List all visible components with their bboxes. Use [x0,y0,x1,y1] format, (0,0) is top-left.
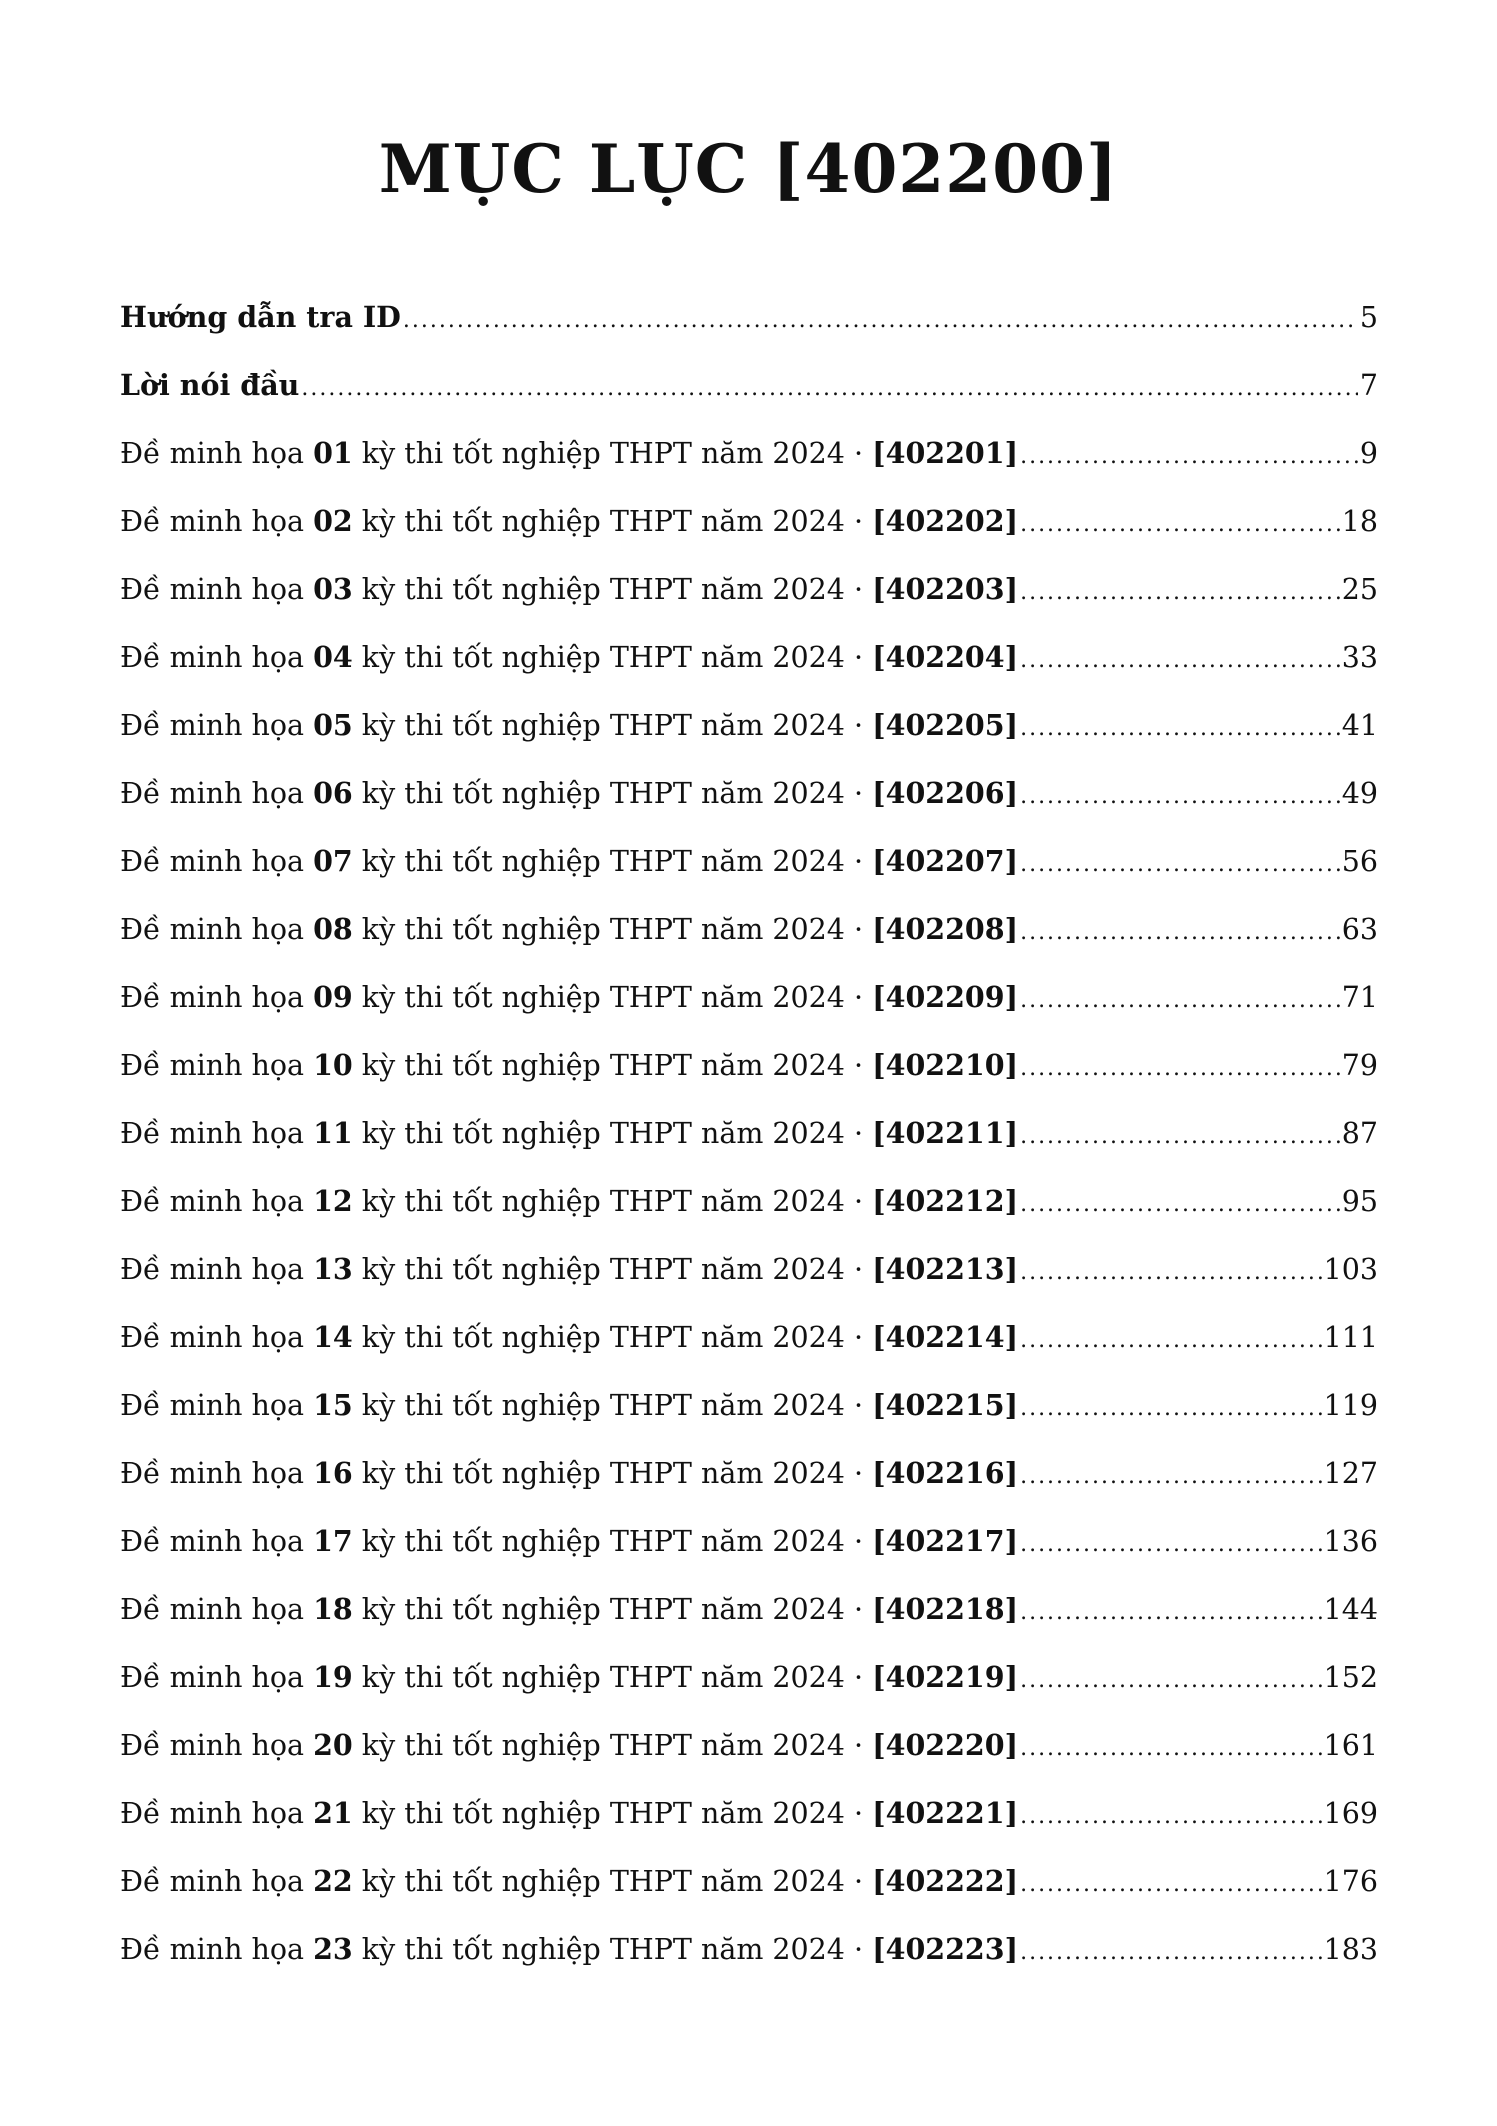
toc-entry-label [120,640,1018,674]
toc-entry-suffix: kỳ thi tốt nghiệp THPT năm 2024 · [352,505,873,538]
toc-entry-page-number: 183 [1323,1933,1378,1966]
toc-entry-label [120,572,1018,606]
toc-entry-bold-text: 13 [313,1252,353,1286]
toc-entry-page-number: 33 [1341,641,1378,674]
toc-entry-suffix: kỳ thi tốt nghiệp THPT năm 2024 · [352,1389,873,1422]
toc-entry-page-number: 152 [1323,1661,1378,1694]
dot-leader [1020,577,1340,605]
dot-leader [1020,1393,1322,1421]
toc-entry-label [120,368,299,402]
toc-entry-prefix: Đề minh họa [120,709,314,742]
toc-entry-bold-text: 20 [313,1728,353,1762]
toc-entry-code: [402220] [872,1728,1019,1762]
toc-entry-page-number: 63 [1341,913,1378,946]
dot-leader [1020,441,1358,469]
toc-entry-prefix: Đề minh họa [120,1797,314,1830]
toc-entry-bold-text: 05 [313,708,353,742]
toc-entry[interactable] [120,1184,1378,1252]
toc-entry-prefix: Đề minh họa [120,1321,314,1354]
toc-entry-prefix: Đề minh họa [120,1457,314,1490]
toc-entry-page-number: 127 [1323,1457,1378,1490]
toc-entry[interactable] [120,504,1378,572]
toc-entry-label [120,1932,1018,1966]
toc-entry-label [120,980,1018,1014]
toc-entry-page-number: 111 [1323,1321,1378,1354]
toc-entry-suffix: kỳ thi tốt nghiệp THPT năm 2024 · [352,1525,873,1558]
toc-entry-suffix: kỳ thi tốt nghiệp THPT năm 2024 · [352,1933,873,1966]
toc-entry-page-number: 25 [1341,573,1378,606]
toc-entry-code: [402211] [872,1116,1019,1150]
toc-entry[interactable] [120,1592,1378,1660]
toc-entry-code: [402216] [872,1456,1019,1490]
toc-entry-label [120,300,401,334]
toc-entry-suffix: kỳ thi tốt nghiệp THPT năm 2024 · [352,1797,873,1830]
dot-leader [1020,849,1340,877]
table-of-contents [120,300,1378,2000]
toc-entry-suffix: kỳ thi tốt nghiệp THPT năm 2024 · [352,913,873,946]
toc-entry-prefix: Đề minh họa [120,1729,314,1762]
toc-entry-label [120,1592,1018,1626]
toc-entry[interactable] [120,436,1378,504]
toc-entry-bold-text: 11 [313,1116,353,1150]
toc-entry-suffix: kỳ thi tốt nghiệp THPT năm 2024 · [352,437,873,470]
dot-leader [1020,1665,1322,1693]
toc-entry-suffix: kỳ thi tốt nghiệp THPT năm 2024 · [352,641,873,674]
toc-entry-prefix: Đề minh họa [120,1525,314,1558]
toc-entry-code: [402218] [872,1592,1019,1626]
toc-entry-bold-text: 14 [313,1320,353,1354]
toc-entry-label [120,1796,1018,1830]
toc-entry-bold-text: 12 [313,1184,353,1218]
dot-leader [1020,713,1340,741]
toc-entry-suffix: kỳ thi tốt nghiệp THPT năm 2024 · [352,1185,873,1218]
dot-leader [1020,1529,1322,1557]
toc-entry[interactable] [120,1864,1378,1932]
toc-entry-bold-text: 16 [313,1456,353,1490]
dot-leader [1020,1733,1322,1761]
toc-entry[interactable] [120,912,1378,980]
toc-entry-suffix: kỳ thi tốt nghiệp THPT năm 2024 · [352,1457,873,1490]
toc-entry-bold-text: 17 [313,1524,353,1558]
toc-entry[interactable] [120,844,1378,912]
toc-entry-code: [402202] [872,504,1019,538]
dot-leader [1020,1937,1322,1965]
toc-entry-page-number: 87 [1341,1117,1378,1150]
toc-entry-code: [402215] [872,1388,1019,1422]
toc-entry[interactable] [120,1388,1378,1456]
toc-entry-page-number: 169 [1323,1797,1378,1830]
toc-entry[interactable] [120,572,1378,640]
toc-entry-page-number: 71 [1341,981,1378,1014]
toc-entry-page-number: 56 [1341,845,1378,878]
toc-entry-bold-text: 18 [313,1592,353,1626]
toc-entry-prefix: Đề minh họa [120,777,314,810]
toc-entry-label [120,1456,1018,1490]
toc-entry-label [120,1728,1018,1762]
toc-entry-prefix: Đề minh họa [120,573,314,606]
toc-entry[interactable] [120,980,1378,1048]
toc-entry-code: [402204] [872,640,1019,674]
toc-entry-suffix: kỳ thi tốt nghiệp THPT năm 2024 · [352,1321,873,1354]
toc-entry-suffix: kỳ thi tốt nghiệp THPT năm 2024 · [352,1729,873,1762]
toc-entry-page-number: 103 [1323,1253,1378,1286]
toc-entry-prefix: Đề minh họa [120,641,314,674]
toc-entry-bold-text: 07 [313,844,353,878]
toc-entry-suffix: kỳ thi tốt nghiệp THPT năm 2024 · [352,1865,873,1898]
toc-entry-code: [402209] [872,980,1019,1014]
dot-leader [1020,1597,1322,1625]
toc-entry[interactable] [120,1456,1378,1524]
dot-leader [1020,781,1340,809]
toc-entry-prefix: Đề minh họa [120,505,314,538]
toc-entry[interactable] [120,1524,1378,1592]
toc-entry[interactable] [120,776,1378,844]
toc-entry-label [120,436,1018,470]
toc-entry-bold-text: Hướng dẫn tra ID [120,300,401,334]
toc-entry[interactable] [120,1320,1378,1388]
dot-leader [1020,1053,1340,1081]
dot-leader [1020,1461,1322,1489]
toc-entry-bold-text: 06 [313,776,353,810]
toc-entry-label [120,708,1018,742]
dot-leader [301,373,1357,401]
toc-entry-suffix: kỳ thi tốt nghiệp THPT năm 2024 · [352,845,873,878]
dot-leader [1020,985,1340,1013]
toc-entry-page-number: 119 [1323,1389,1378,1422]
toc-entry-page-number: 144 [1323,1593,1378,1626]
toc-entry[interactable] [120,1728,1378,1796]
toc-entry-code: [402222] [872,1864,1019,1898]
dot-leader [1020,1325,1322,1353]
page-title: MỤC LỤC [402200] [378,130,1119,208]
toc-entry-label [120,504,1018,538]
dot-leader [403,305,1358,333]
toc-entry-prefix: Đề minh họa [120,1253,314,1286]
toc-entry-prefix: Đề minh họa [120,1865,314,1898]
toc-entry-code: [402201] [872,436,1019,470]
toc-entry-page-number: 79 [1341,1049,1378,1082]
toc-entry-suffix: kỳ thi tốt nghiệp THPT năm 2024 · [352,1593,873,1626]
toc-entry[interactable] [120,640,1378,708]
toc-entry-suffix: kỳ thi tốt nghiệp THPT năm 2024 · [352,1661,873,1694]
toc-entry-prefix: Đề minh họa [120,1049,314,1082]
toc-entry-page-number: 18 [1341,505,1378,538]
toc-entry-bold-text: Lời nói đầu [120,368,300,402]
toc-entry-suffix: kỳ thi tốt nghiệp THPT năm 2024 · [352,1049,873,1082]
dot-leader [1020,645,1340,673]
toc-entry[interactable] [120,1932,1378,2000]
toc-entry-label [120,1388,1018,1422]
toc-entry-bold-text: 01 [313,436,353,470]
toc-entry[interactable] [120,1252,1378,1320]
toc-entry-code: [402203] [872,572,1019,606]
toc-entry-prefix: Đề minh họa [120,437,314,470]
toc-entry-bold-text: 15 [313,1388,353,1422]
toc-entry-suffix: kỳ thi tốt nghiệp THPT năm 2024 · [352,1117,873,1150]
toc-entry-prefix: Đề minh họa [120,1117,314,1150]
dot-leader [1020,1257,1322,1285]
toc-entry[interactable] [120,368,1378,436]
toc-entry-suffix: kỳ thi tốt nghiệp THPT năm 2024 · [352,709,873,742]
toc-entry-suffix: kỳ thi tốt nghiệp THPT năm 2024 · [352,1253,873,1286]
dot-leader [1020,1801,1322,1829]
toc-entry-code: [402205] [872,708,1019,742]
toc-entry-bold-text: 21 [313,1796,353,1830]
toc-entry-code: [402206] [872,776,1019,810]
toc-entry-page-number: 41 [1341,709,1378,742]
toc-entry-page-number: 136 [1323,1525,1378,1558]
toc-entry-suffix: kỳ thi tốt nghiệp THPT năm 2024 · [352,573,873,606]
toc-entry-bold-text: 23 [313,1932,353,1966]
toc-entry-label [120,1048,1018,1082]
toc-entry-label [120,1116,1018,1150]
toc-entry-bold-text: 22 [313,1864,353,1898]
toc-entry-label [120,1524,1018,1558]
dot-leader [1020,1121,1340,1149]
toc-entry[interactable] [120,1796,1378,1864]
toc-entry-bold-text: 08 [313,912,353,946]
toc-entry[interactable] [120,1660,1378,1728]
toc-entry-page-number: 49 [1341,777,1378,810]
dot-leader [1020,509,1340,537]
dot-leader [1020,917,1340,945]
toc-entry[interactable] [120,1116,1378,1184]
toc-entry-code: [402207] [872,844,1019,878]
toc-entry[interactable] [120,1048,1378,1116]
toc-entry-bold-text: 03 [313,572,353,606]
toc-entry-label [120,1864,1018,1898]
toc-entry-page-number: 95 [1341,1185,1378,1218]
toc-entry-label [120,912,1018,946]
toc-entry-page-number: 161 [1323,1729,1378,1762]
dot-leader [1020,1189,1340,1217]
toc-entry[interactable] [120,708,1378,776]
toc-entry-prefix: Đề minh họa [120,1593,314,1626]
toc-entry-code: [402212] [872,1184,1019,1218]
toc-entry-prefix: Đề minh họa [120,1389,314,1422]
toc-entry-code: [402208] [872,912,1019,946]
toc-entry[interactable] [120,300,1378,368]
toc-entry-bold-text: 02 [313,504,353,538]
toc-entry-bold-text: 04 [313,640,353,674]
toc-entry-code: [402221] [872,1796,1019,1830]
toc-entry-code: [402219] [872,1660,1019,1694]
toc-entry-bold-text: 09 [313,980,353,1014]
toc-entry-prefix: Đề minh họa [120,845,314,878]
toc-entry-bold-text: 19 [313,1660,353,1694]
toc-entry-label [120,1320,1018,1354]
toc-entry-suffix: kỳ thi tốt nghiệp THPT năm 2024 · [352,981,873,1014]
toc-entry-page-number: 5 [1359,301,1378,334]
toc-entry-code: [402210] [872,1048,1019,1082]
dot-leader [1020,1869,1322,1897]
toc-entry-code: [402223] [872,1932,1019,1966]
toc-entry-page-number: 176 [1323,1865,1378,1898]
toc-entry-label [120,1184,1018,1218]
toc-entry-label [120,1660,1018,1694]
toc-entry-label [120,1252,1018,1286]
toc-entry-prefix: Đề minh họa [120,913,314,946]
toc-entry-label [120,844,1018,878]
toc-entry-prefix: Đề minh họa [120,981,314,1014]
toc-entry-suffix: kỳ thi tốt nghiệp THPT năm 2024 · [352,777,873,810]
toc-entry-prefix: Đề minh họa [120,1933,314,1966]
toc-entry-bold-text: 10 [313,1048,353,1082]
toc-entry-code: [402214] [872,1320,1019,1354]
toc-entry-page-number: 7 [1359,369,1378,402]
toc-entry-prefix: Đề minh họa [120,1185,314,1218]
toc-entry-prefix: Đề minh họa [120,1661,314,1694]
toc-entry-page-number: 9 [1359,437,1378,470]
toc-entry-code: [402213] [872,1252,1019,1286]
toc-entry-code: [402217] [872,1524,1019,1558]
toc-entry-label [120,776,1018,810]
